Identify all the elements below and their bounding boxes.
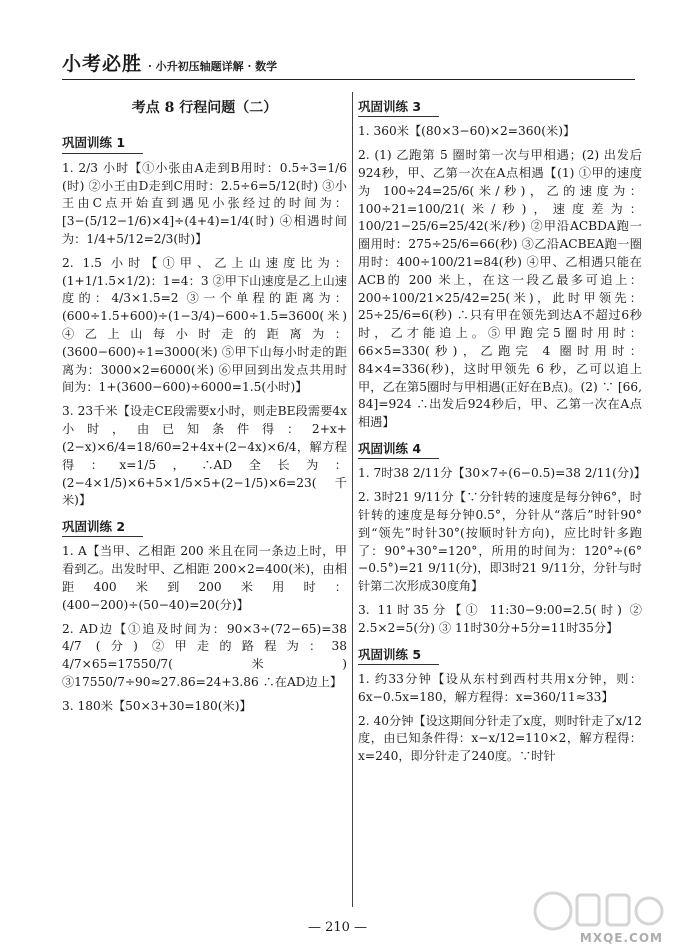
answer-item: 2. 1.5 小时【①甲、乙上山速度比为：(1+1/1.5×1/2)：1=4：3 ②甲下山速度是乙上山速度的：4/3×1.5=2 ③一个单程的距离为：(600÷1.5+600)÷(1−3/4)−600÷1.5=3600(米) ④乙上山每小时走的距离为：(3600−600)÷1=3000(米) ⑤甲下山每小时走的距离为：3000×2=6000(米) ⑥甲回到出发点共用时间为：1+(3600−600)÷6000=1.5(小时)】 (62, 255, 347, 395)
answer-item: 2. (1) 乙跑第 5 圈时第一次与甲相遇；(2) 出发后924秒，甲、乙第一次在A点相遇【(1) ①甲的速度为 100÷24=25/6(米/秒)，乙的速度为：100÷21=100/21(米/秒)，速度差为：100/21−25/6=25/42(米/秒) ②甲沿ACBDA跑一圈用时：275÷25/6=66(秒) ③乙沿ACBEA跑一圈用时：400÷100/21=84(秒) ④甲、乙相遇只能在ACB的 200 米上，在这一段乙最多可追上：200÷100/21×25/42=25(米)，此时甲领先：25÷25/6=6(秒) ∴只有甲在领先到达A不超过6秒时，乙才能追上。⑤甲跑完5圈时用时：66×5=330(秒)，乙跑完 4 圈时用时：84×4=336(秒)，这时甲领先 6 秒，乙可以追上甲，乙在第5圈时与甲相遇(正好在B点)。(2) ∵ [66, 84]=924 ∴出发后924秒后，甲、乙第一次在A点相遇】 (358, 148, 642, 430)
right-column (358, 96, 646, 772)
section-heading-3: 巩固训练 3 (358, 98, 439, 117)
header-subtitle: · 小升初压轴题详解 · 数学 (148, 60, 278, 73)
page-number-text: — 210 — (307, 920, 368, 935)
brand-title: 小考必胜 (62, 53, 143, 75)
answer-item: 2. 40分钟【设这期间分针走了x度，则时针走了x/12度，由已知条件得：x−x/12=110×2，解方程得：x=240，即分针走了240度。∵时针 (358, 713, 642, 764)
answer-item: 1. 360米【(80×3−60)×2=360(米)】 (358, 124, 576, 139)
answer-item: 2. 3时21 9/11分【∵分针转的速度是每分钟6°，时针转的速度是每分钟0.5°，分针从“落后”时针90°到“领先”时针30°(按顺时针方向)，应比时针多跑了：90°+30°=120°，所用的时间为：120°÷(6°−0.5°)=21 9/11(分)，即3时21 9/11分，分针与时针第二次形成30度角】 (358, 490, 642, 594)
section-heading-5: 巩固训练 5 (358, 646, 439, 665)
answer-item: 1. 2/3 小时【①小张由A走到B用时：0.5÷3=1/6 (时) ②小王由D走到C用时：2.5÷6=5/12(时) ③小王由C点开始直到遇见小张经过的时间为：[3−(5/12−1/6)×4]÷(4+4)=1/4(时) ④相遇时间为：1/4+5/12=2/3(时)】 (62, 160, 347, 246)
answer-item: 1. A【当甲、乙相距 200 米且在同一条边上时，甲看到乙。出发时甲、乙相距 200×2=400(米)，由相距400米到200米用时：(400−200)÷(50−40)=20(分)】 (62, 544, 347, 612)
answer-item: 3. 180米【50×3+30=180(米)】 (62, 698, 252, 713)
answer-item: 3. 23千米【设走CE段需要x小时，则走BE段需要4x小时，由已知条件得：2+x+(2−x)×6/4=18/60=2+4x+(2−4x)×6/4，解方程得：x=1/5，∴AD全长为：(2−4×1/5)×6+5×1/5×5+(2−1/5)×6=23(千米)】 (62, 404, 347, 508)
answer-item: 1. 7时38 2/11分【30×7÷(6−0.5)=38 2/11(分)】 (358, 466, 646, 481)
page-header (62, 34, 635, 80)
section-heading-1: 巩固训练 1 (62, 134, 143, 153)
section-heading-2: 巩固训练 2 (62, 518, 143, 537)
answer-item: 1. 约33分钟【设从东村到西村共用x分钟，则：6x−0.5x=180，解方程得：x=360/11≈33】 (358, 671, 642, 704)
left-column (62, 96, 347, 722)
answer-item: 3. 11时35分【① 11:30−9:00=2.5(时) ② 2.5×2=5(分) ③ 11时30分+5分=11时35分】 (358, 603, 642, 635)
section-heading-4: 巩固训练 4 (358, 440, 439, 459)
watermark-text: MXQE.COM (579, 931, 663, 945)
topic-title: 考点 8 行程问题（二） (131, 100, 278, 116)
answer-item: 2. AD边【①追及时间为：90×3÷(72−65)=38 4/7 (分) ②甲走的路程为：38 4/7×65=17550/7(米) ③17550/7÷90≈27.86=24+3.86 ∴在AD边上】 (62, 621, 347, 690)
column-divider (352, 92, 353, 907)
